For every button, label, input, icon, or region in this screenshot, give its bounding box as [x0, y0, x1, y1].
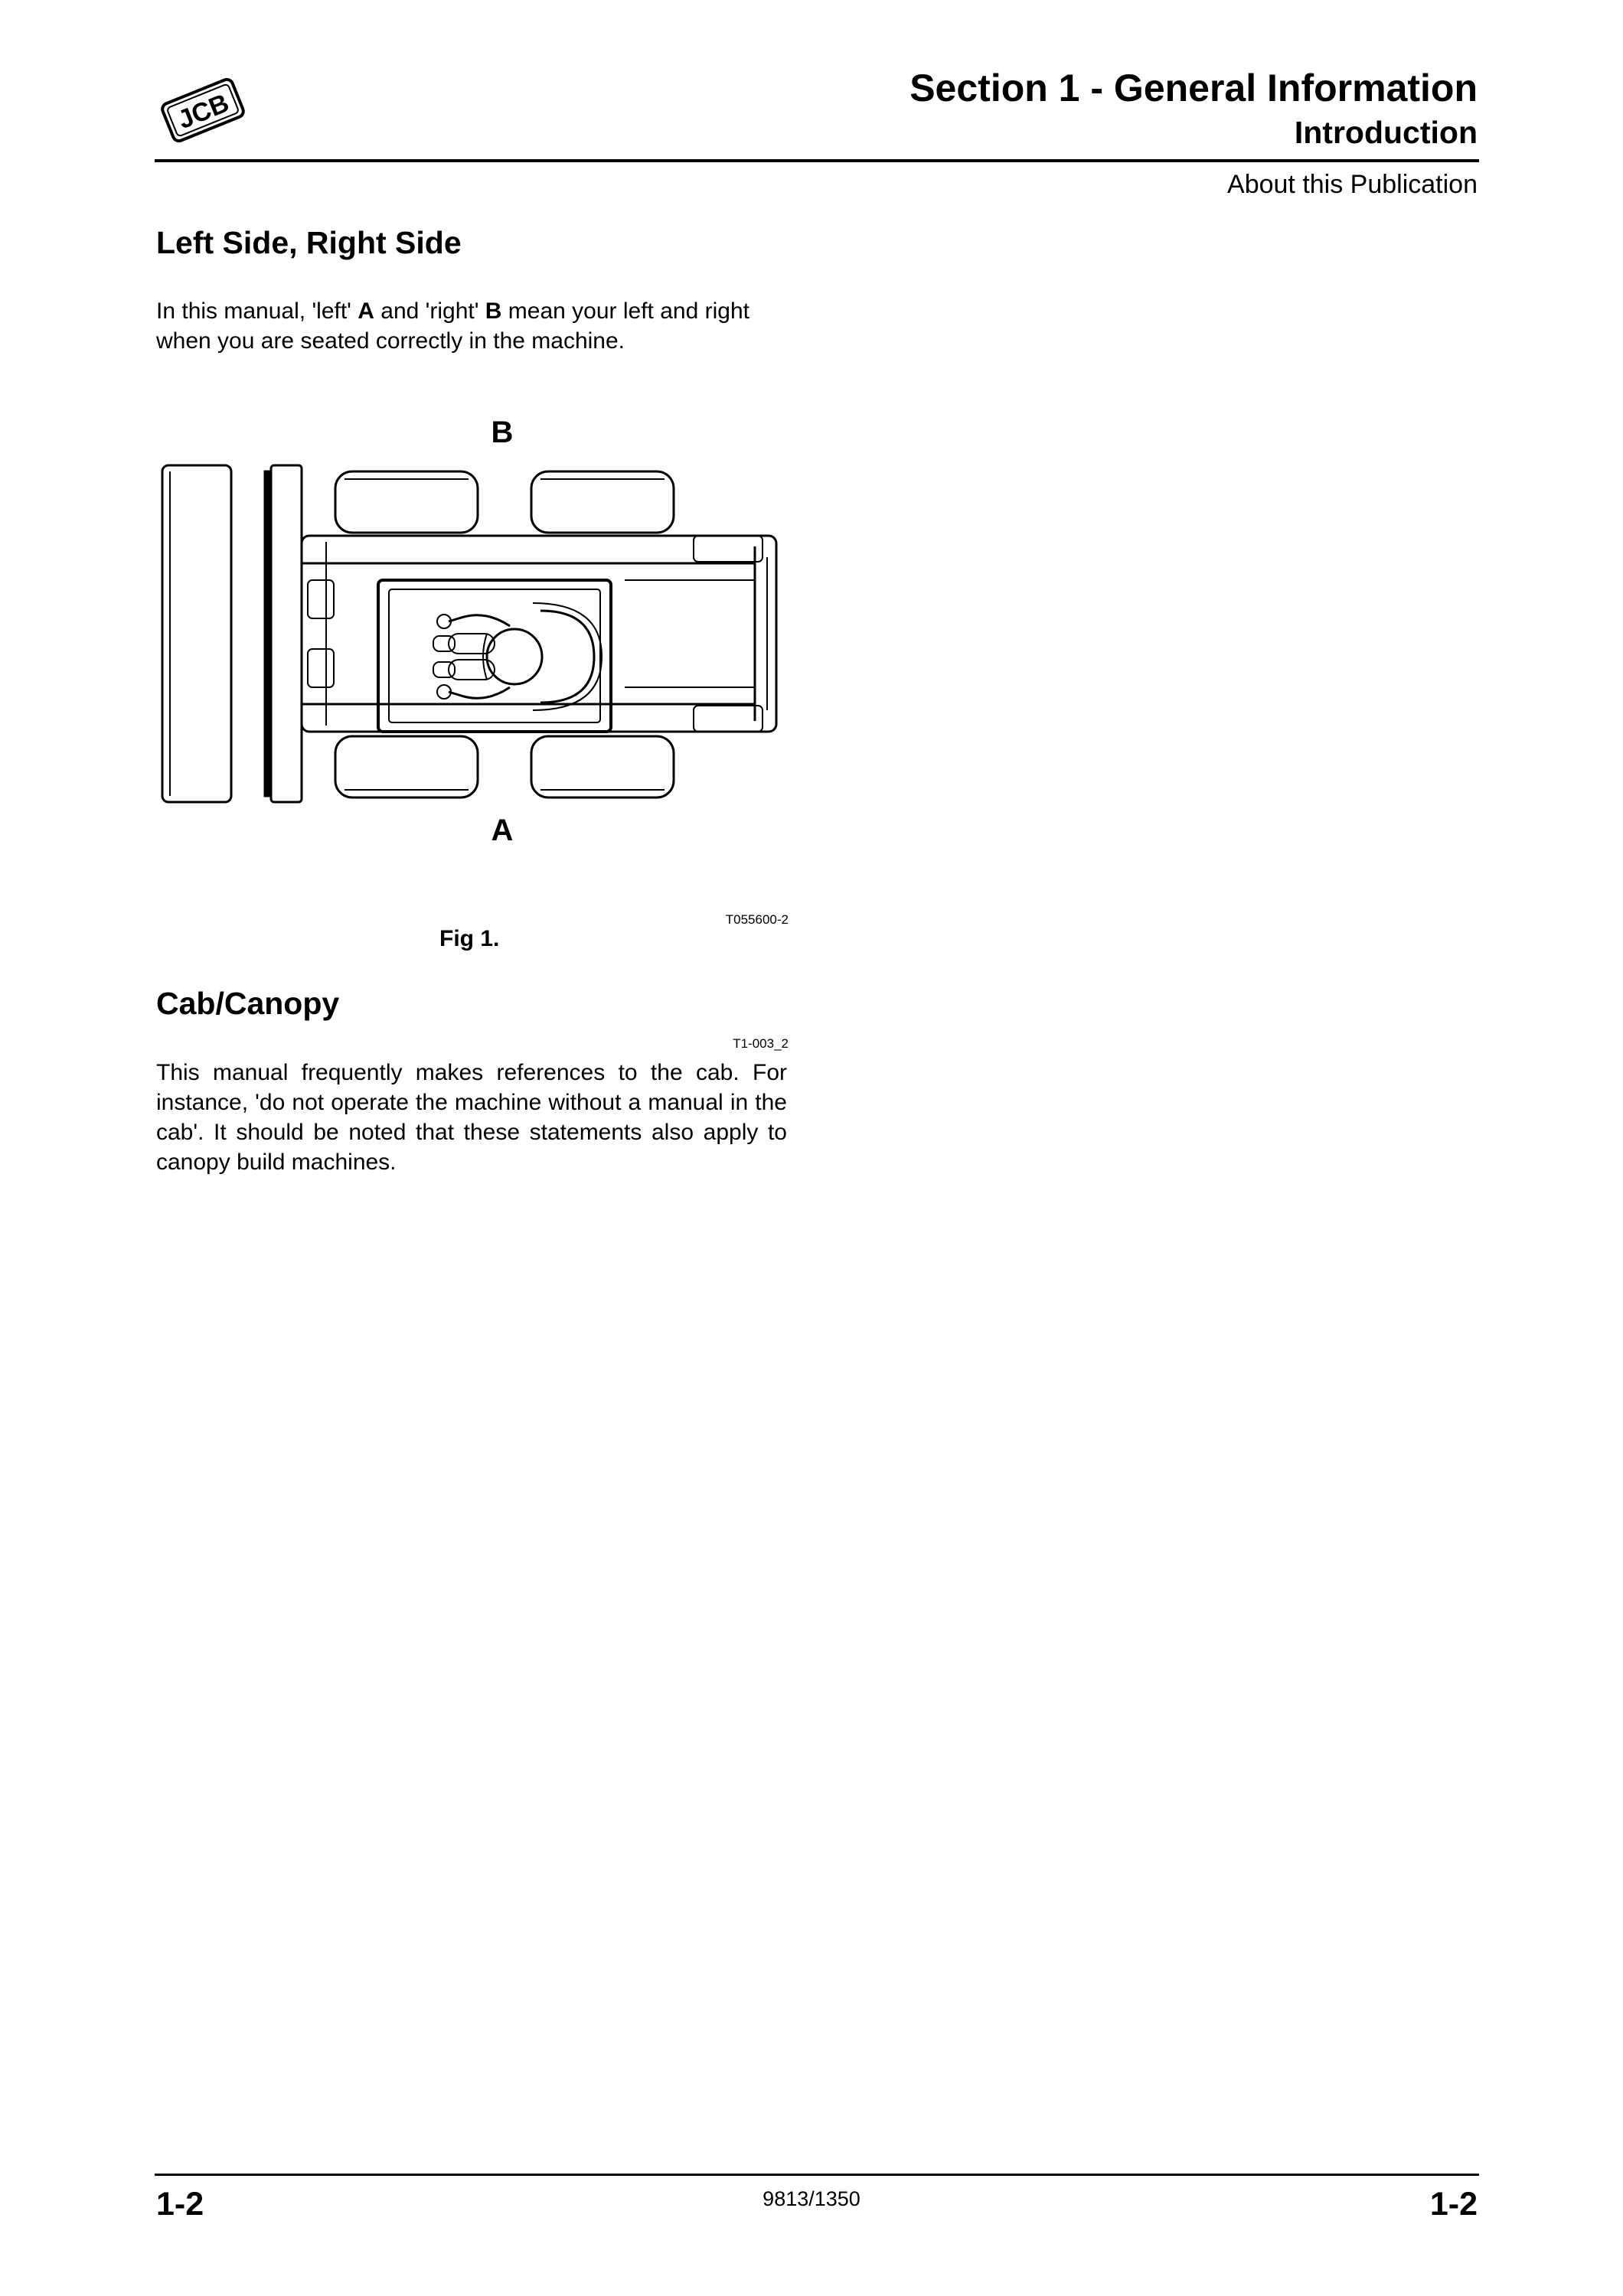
header-divider	[155, 159, 1479, 162]
cab	[378, 580, 611, 732]
jcb-logo	[158, 67, 248, 153]
heading-left-right-side: Left Side, Right Side	[156, 225, 462, 260]
topic-title: About this Publication	[1227, 170, 1478, 199]
paragraph-cab-canopy: This manual frequently makes references to the cab. For instance, 'do not operate the machine without a manual in the cab'. It should be noted that these statements also apply to canopy build machines.	[156, 1060, 787, 1175]
wheel-rear-left	[531, 736, 674, 797]
wheel-front-left	[335, 736, 478, 797]
bucket	[162, 465, 231, 802]
label-a: A	[491, 814, 514, 847]
label-b: B	[491, 416, 514, 449]
heading-cab-canopy: Cab/Canopy	[156, 986, 340, 1021]
figure-1	[158, 404, 795, 847]
wheel-front-right	[335, 471, 478, 533]
figure-caption: Fig 1.	[439, 926, 500, 951]
footer-divider	[155, 2174, 1479, 2176]
label-b-inline: B	[485, 298, 502, 324]
paragraph-left-right-part-3: mean your left and right when you are seated correctly in the machine.	[156, 298, 749, 354]
section-title: Section 1 - General Information	[909, 67, 1478, 109]
operator-seat	[540, 611, 594, 703]
cab-canopy-reference-code: T1-003_2	[733, 1036, 789, 1051]
page-number-right: 1-2	[1429, 2186, 1478, 2223]
svg-text:JCB: JCB	[174, 88, 233, 135]
label-a-inline: A	[358, 298, 374, 324]
loader-frame	[302, 536, 776, 732]
operator-head	[487, 629, 542, 684]
paragraph-left-right	[156, 296, 787, 356]
page-number-left: 1-2	[156, 2186, 204, 2223]
figure-reference-code: T055600-2	[725, 912, 789, 927]
subsection-title: Introduction	[1294, 115, 1478, 150]
paragraph-left-right-part-2: and 'right'	[374, 298, 485, 324]
wheel-rear-right	[531, 471, 674, 533]
machine-top-view-illustration	[158, 404, 795, 847]
jcb-logo-icon	[158, 67, 248, 153]
document-number: 9813/1350	[763, 2187, 860, 2210]
paragraph-left-right-part-1: In this manual, 'left'	[156, 298, 358, 324]
